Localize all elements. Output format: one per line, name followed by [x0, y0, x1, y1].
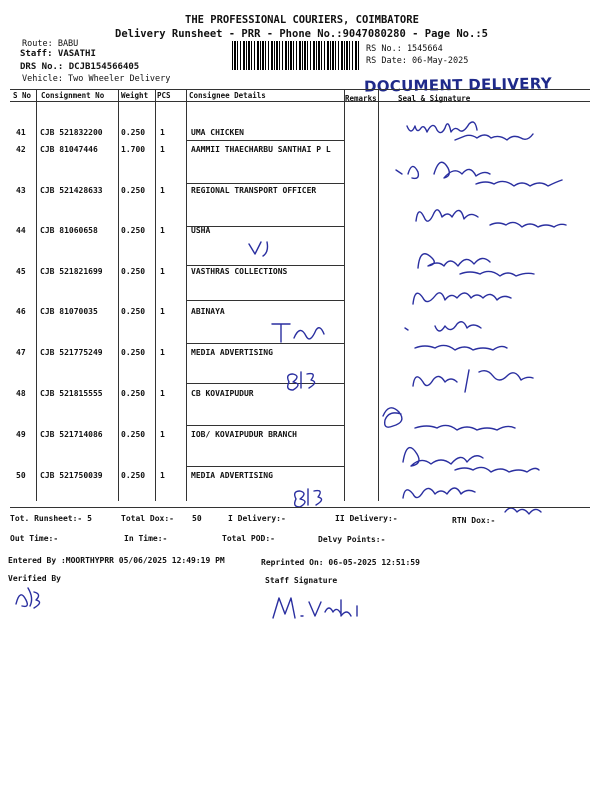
drs-number: DRS No.: DCJB154566405 [20, 62, 140, 72]
row-consignment: CJB 521775249 [40, 348, 103, 357]
table-top-border [10, 89, 590, 90]
col-header-consignee: Consignee Details [189, 91, 266, 100]
signature-row-42 [390, 148, 590, 192]
row-consignee: CB KOVAIPUDUR [191, 389, 254, 398]
col-divider [118, 89, 119, 501]
row-consignment: CJB 521714086 [40, 430, 103, 439]
row-consignee: USHA [191, 226, 211, 235]
barcode [232, 41, 360, 70]
handwritten-mark-row-47 [283, 368, 323, 390]
col-divider [155, 89, 156, 501]
row-weight: 0.250 [121, 186, 146, 195]
signature-row-46 [395, 318, 585, 354]
total-pod: Total POD:- [222, 534, 275, 543]
document-delivery-stamp: DOCUMENT DELIVERY [363, 74, 553, 96]
row-sno: 45 [16, 267, 26, 276]
row-sno: 42 [16, 145, 26, 154]
signature-row-41 [395, 108, 585, 148]
row-sno: 43 [16, 186, 26, 195]
out-time: Out Time:- [10, 534, 59, 543]
row-sno: 50 [16, 471, 26, 480]
row-underline [186, 265, 344, 266]
runsheet-subtitle: Delivery Runsheet - PRR - Phone No.:9047080280 - Page No.:5 [115, 28, 488, 40]
row-pcs: 1 [160, 145, 165, 154]
row-weight: 0.250 [121, 128, 146, 137]
i-delivery: I Delivery:- [228, 514, 286, 523]
row-sno: 49 [16, 430, 26, 439]
col-header-weight: Weight [121, 91, 149, 100]
col-header-remarks: Remarks [345, 94, 377, 103]
route-label: Route: BABU [22, 39, 79, 49]
row-consignment: CJB 521832200 [40, 128, 103, 137]
total-dox-value: 50 [192, 514, 202, 523]
row-weight: 0.250 [121, 430, 146, 439]
row-weight: 0.250 [121, 348, 146, 357]
verifier-signature [10, 584, 50, 612]
signature-row-44 [410, 238, 590, 282]
in-time: In Time:- [124, 534, 168, 543]
row-consignment: CJB 81047446 [40, 145, 98, 154]
col-divider [344, 89, 345, 501]
row-consignee: REGIONAL TRANSPORT OFFICER [191, 186, 317, 195]
total-dox-label: Total Dox:- [121, 514, 174, 523]
col-header-consignment: Consignment No [41, 91, 105, 100]
row-underline [186, 183, 344, 184]
row-sno: 47 [16, 348, 26, 357]
row-pcs: 1 [160, 267, 165, 276]
col-divider [36, 89, 37, 501]
row-consignee: ABINAYA [191, 307, 225, 316]
row-pcs: 1 [160, 348, 165, 357]
staff-signature [265, 592, 375, 624]
row-underline [186, 140, 344, 141]
tot-runsheet: Tot. Runsheet:- 5 [10, 514, 92, 523]
row-pcs: 1 [160, 389, 165, 398]
signature-row-47 [405, 362, 585, 396]
row-consignment: CJB 81070035 [40, 307, 98, 316]
col-header-pcs: PCS [157, 91, 171, 100]
company-name: THE PROFESSIONAL COURIERS, COIMBATORE [185, 14, 419, 26]
row-consignee: VASTHRAS COLLECTIONS [191, 267, 288, 276]
row-sno: 46 [16, 307, 26, 316]
row-weight: 0.250 [121, 471, 146, 480]
rtn-dox: RTN Dox:- [452, 516, 496, 525]
row-consignment: CJB 521815555 [40, 389, 103, 398]
table-header-border [10, 101, 590, 102]
row-sno: 44 [16, 226, 26, 235]
vehicle-label: Vehicle: Two Wheeler Delivery [22, 74, 171, 84]
col-header-sno: S No [13, 91, 32, 100]
row-consignment: CJB 521821699 [40, 267, 103, 276]
staff-signature-label: Staff Signature [265, 576, 338, 585]
row-weight: 0.250 [121, 389, 146, 398]
signature-row-43 [410, 195, 590, 237]
signature-row-50 [395, 478, 575, 520]
ii-delivery: II Delivery:- [335, 514, 398, 523]
handwritten-mark-row-46 [268, 318, 328, 346]
verified-by-label: Verified By [8, 574, 61, 583]
rs-number: RS No.: 1545664 [366, 44, 443, 54]
delvy-points: Delvy Points:- [318, 535, 386, 544]
row-consignee: UMA CHICKEN [191, 128, 244, 137]
row-pcs: 1 [160, 471, 165, 480]
row-pcs: 1 [160, 128, 165, 137]
row-consignment: CJB 521750039 [40, 471, 103, 480]
col-divider [378, 89, 379, 501]
row-sno: 48 [16, 389, 26, 398]
handwritten-mark-row-50 [290, 485, 330, 507]
row-weight: 0.250 [121, 226, 146, 235]
row-weight: 0.250 [121, 267, 146, 276]
row-pcs: 1 [160, 226, 165, 235]
row-consignment: CJB 81060658 [40, 226, 98, 235]
row-consignee: IOB/ KOVAIPUDUR BRANCH [191, 430, 297, 439]
row-consignee: MEDIA ADVERTISING [191, 471, 273, 480]
row-pcs: 1 [160, 186, 165, 195]
row-pcs: 1 [160, 430, 165, 439]
col-divider [186, 89, 187, 501]
row-sno: 41 [16, 128, 26, 137]
row-consignee: MEDIA ADVERTISING [191, 348, 273, 357]
signature-row-49 [395, 432, 585, 476]
handwritten-mark-row-44 [245, 238, 285, 260]
table-bottom-border [10, 507, 590, 508]
row-consignment: CJB 521428633 [40, 186, 103, 195]
row-underline [186, 300, 344, 301]
rs-date: RS Date: 06-May-2025 [366, 56, 469, 66]
row-underline [186, 466, 344, 467]
row-weight: 1.700 [121, 145, 146, 154]
row-consignee: AAMMII THAECHARBU SANTHAI P L [191, 145, 331, 154]
staff-label: Staff: VASATHI [20, 49, 96, 59]
signature-row-45 [405, 278, 565, 312]
reprinted-on: Reprinted On: 06-05-2025 12:51:59 [261, 558, 420, 567]
row-underline [186, 425, 344, 426]
col-header-seal: Seal & Signature [398, 94, 471, 103]
entered-by: Entered By :MOORTHYPRR 05/06/2025 12:49:19 PM [8, 556, 225, 565]
row-weight: 0.250 [121, 307, 146, 316]
row-pcs: 1 [160, 307, 165, 316]
